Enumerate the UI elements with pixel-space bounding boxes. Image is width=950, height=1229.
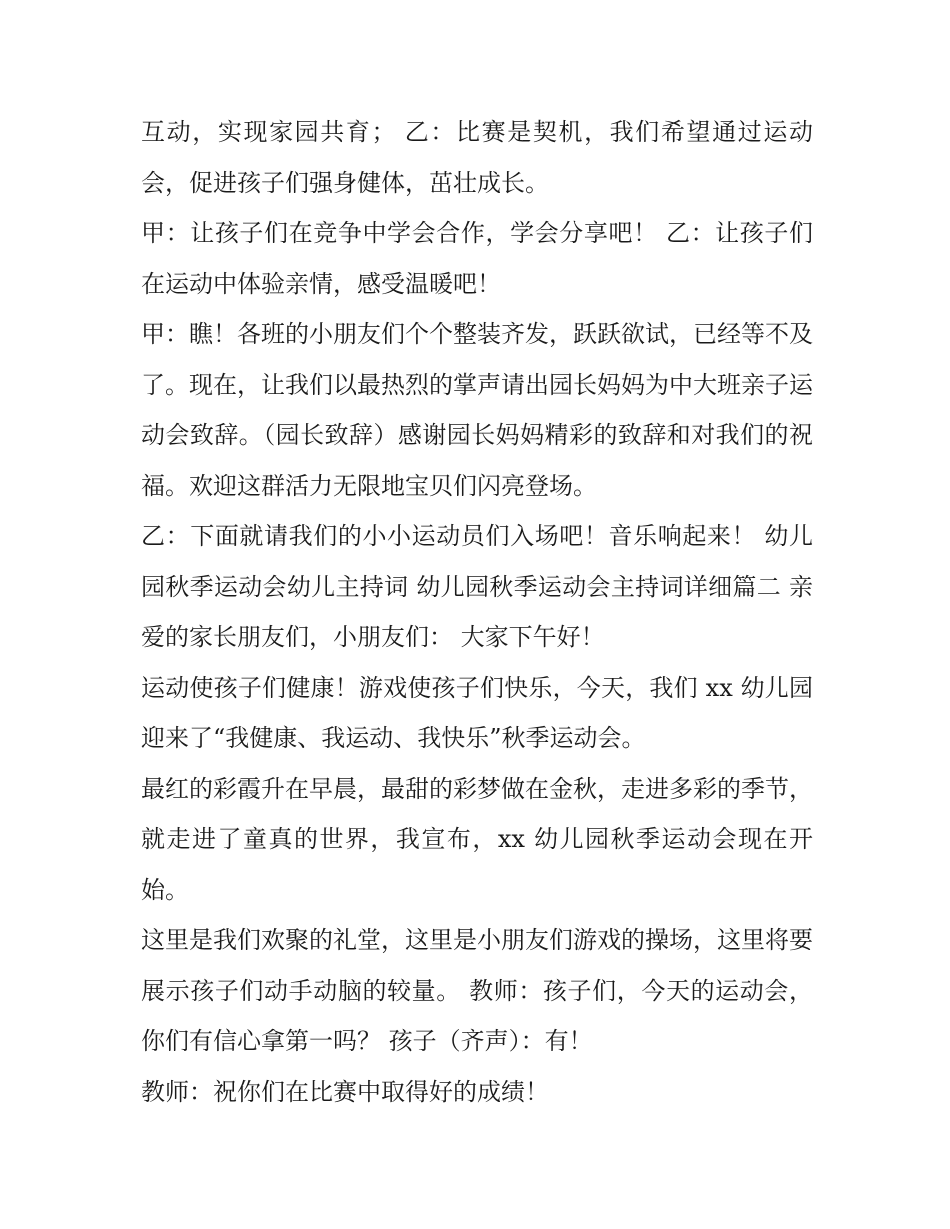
paragraph: 教师：祝你们在比赛中取得好的成绩！	[141, 1077, 549, 1106]
paragraph: 最红的彩霞升在早晨，最甜的彩梦做在金秋，走进多彩的季节，就走进了童真的世界，我宣布，xx 幼儿园秋季运动会现在开始。	[141, 774, 813, 904]
paragraph: 运动使孩子们健康！游戏使孩子们快乐，今天，我们 xx 幼儿园迎来了“我健康、我运动、我快乐”秋季运动会。	[141, 673, 813, 752]
paragraph: 甲：瞧！各班的小朋友们个个整装齐发，跃跃欲试，已经等不及了。现在，让我们以最热烈的掌声请出园长妈妈为中大班亲子运动会致辞。（园长致辞）感谢园长妈妈精彩的致辞和对我们的祝福。欢迎这群活力无限地宝贝们闪亮登场。	[141, 320, 813, 500]
paragraph: 这里是我们欢聚的礼堂，这里是小朋友们游戏的操场，这里将要展示孩子们动手动脑的较量。 教师：孩子们，今天的运动会，你们有信心拿第一吗？ 孩子（齐声）：有！	[141, 926, 813, 1055]
paragraph: 甲：让孩子们在竞争中学会合作，学会分享吧！ 乙：让孩子们在运动中体验亲情，感受温暖吧！	[141, 219, 813, 298]
document-body	[141, 107, 813, 1117]
paragraph: 乙：下面就请我们的小小运动员们入场吧！音乐响起来！ 幼儿园秋季运动会幼儿主持词 幼儿园秋季运动会主持词详细篇二 亲爱的家长朋友们，小朋友们： 大家下午好！	[141, 522, 813, 651]
paragraph: 互动，实现家园共育； 乙：比赛是契机，我们希望通过运动会，促进孩子们强身健体，茁壮成长。	[141, 118, 813, 197]
